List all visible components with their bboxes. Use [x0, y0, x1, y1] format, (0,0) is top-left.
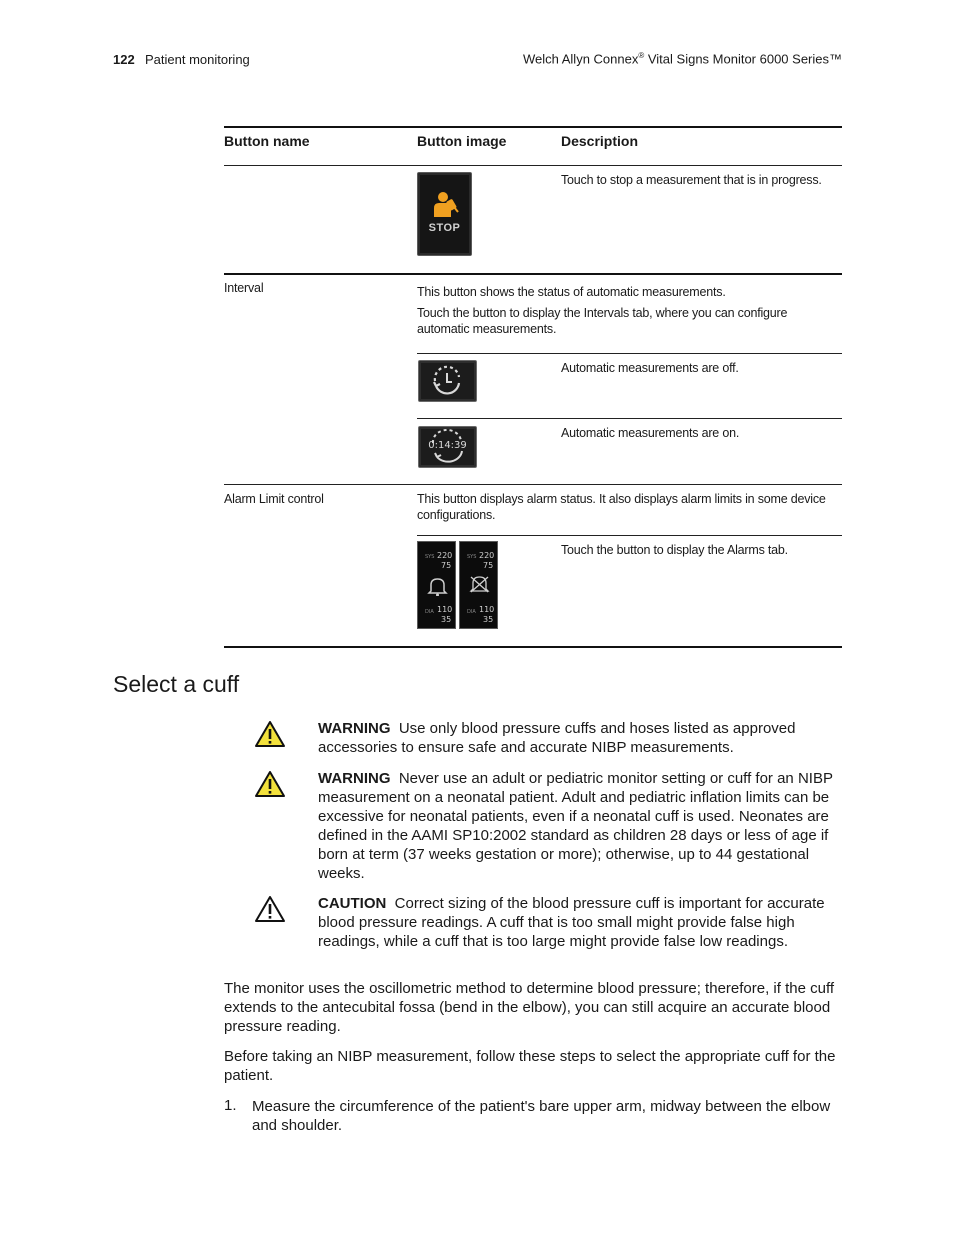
warning-1-text: Use only blood pressure cuffs and hoses listed as approved accessories to ensure safe and accurate NIBP measurements. — [318, 720, 796, 756]
stop-label: STOP — [428, 222, 461, 234]
dia-high: 110 — [479, 605, 495, 614]
sys-high: 220 — [437, 551, 453, 560]
sys-low: 75 — [483, 561, 494, 570]
col-header-description: Description — [561, 133, 639, 149]
step-1-number: 1. — [224, 1097, 237, 1114]
col-header-button-name: Button name — [224, 133, 310, 149]
interval-name: Interval — [224, 281, 264, 295]
interval-off-button-image — [418, 360, 477, 402]
warning-2-text: Never use an adult or pediatric monitor setting or cuff for an NIBP measurement on a neonatal patient. Adult and pediatric inflation limits can be excessive for neonatal patients, even if a neonatal cuff is used. Neonates are defined in the AAMI SP10:2002 standard as children 28 days or less of age if born at term (37 weeks gestation or more); otherwise, up to 44 gestational weeks. — [318, 770, 833, 882]
col-header-button-image: Button image — [417, 133, 507, 149]
row-rule — [417, 535, 842, 536]
warning-icon — [254, 720, 286, 748]
row-rule — [417, 418, 842, 419]
row-rule — [224, 273, 842, 275]
bell-off-icon — [460, 574, 499, 594]
caution-icon — [254, 895, 286, 923]
alarm-sub-description: Touch the button to display the Alarms tab. — [561, 543, 788, 557]
registered-mark: ® — [638, 51, 645, 60]
row-rule — [417, 353, 842, 354]
sys-label: SYS — [467, 554, 477, 560]
dia-label: DIA — [467, 609, 476, 615]
interval-time: 0:14:39 — [428, 440, 467, 451]
alarm-on-button-image — [417, 541, 456, 629]
paragraph-1: The monitor uses the oscillometric method to determine blood pressure; therefore, if the cuff extends to the antecubital fossa (bend in the elbow), you can still acquire an accurate blood pressure reading. — [224, 980, 835, 1035]
alarm-description: This button displays alarm status. It also displays alarm limits in some device configurations. — [417, 492, 826, 522]
alarm-name: Alarm Limit control — [224, 492, 324, 506]
step-1-text: Measure the circumference of the patient's bare upper arm, midway between the elbow and shoulder. — [252, 1098, 831, 1134]
warning-2 — [318, 769, 846, 883]
caution — [318, 894, 846, 951]
warning-2-label: WARNING — [318, 770, 391, 787]
interval-clock-icon — [419, 361, 476, 401]
warning-1-label: WARNING — [318, 720, 391, 737]
dia-high: 110 — [437, 605, 453, 614]
table-header-rule — [224, 165, 842, 166]
table-top-rule — [224, 126, 842, 128]
table-bottom-rule — [224, 646, 842, 648]
header-section: Patient monitoring — [145, 52, 250, 67]
header-title-main: Welch Allyn Connex — [522, 51, 639, 67]
interval-off-description: Automatic measurements are off. — [561, 361, 739, 375]
dia-low: 35 — [441, 615, 452, 624]
sys-low: 75 — [441, 561, 452, 570]
caution-label: CAUTION — [318, 895, 387, 912]
section-title: Select a cuff — [113, 671, 240, 697]
alarm-off-button-image — [459, 541, 498, 629]
interval-description-2: Touch the button to display the Intervals tab, where you can configure automatic measurements. — [417, 306, 788, 336]
warning-1 — [318, 719, 846, 757]
stop-description: Touch to stop a measurement that is in progress. — [561, 173, 822, 187]
interval-on-button-image — [418, 426, 477, 468]
page-number: 122 — [113, 52, 135, 67]
header-title-rest: Vital Signs Monitor 6000 Series™ — [644, 51, 842, 67]
interval-on-description: Automatic measurements are on. — [561, 426, 740, 440]
bell-icon — [418, 576, 457, 596]
sys-label: SYS — [425, 554, 435, 560]
paragraph-2: Before taking an NIBP measurement, follow these steps to select the appropriate cuff for the patient. — [224, 1048, 836, 1084]
row-rule — [224, 484, 842, 485]
header-title — [523, 51, 842, 66]
person-cuff-icon — [418, 179, 473, 219]
dia-low: 35 — [483, 615, 494, 624]
sys-high: 220 — [479, 551, 495, 560]
stop-button-image — [417, 172, 472, 256]
caution-text: Correct sizing of the blood pressure cuff is important for accurate blood pressure readings. A cuff that is too small might provide false high readings, while a cuff that is too large might provide false low readings. — [318, 895, 825, 950]
dia-label: DIA — [425, 609, 434, 615]
warning-icon — [254, 770, 286, 798]
interval-description-1: This button shows the status of automatic measurements. — [417, 285, 726, 299]
